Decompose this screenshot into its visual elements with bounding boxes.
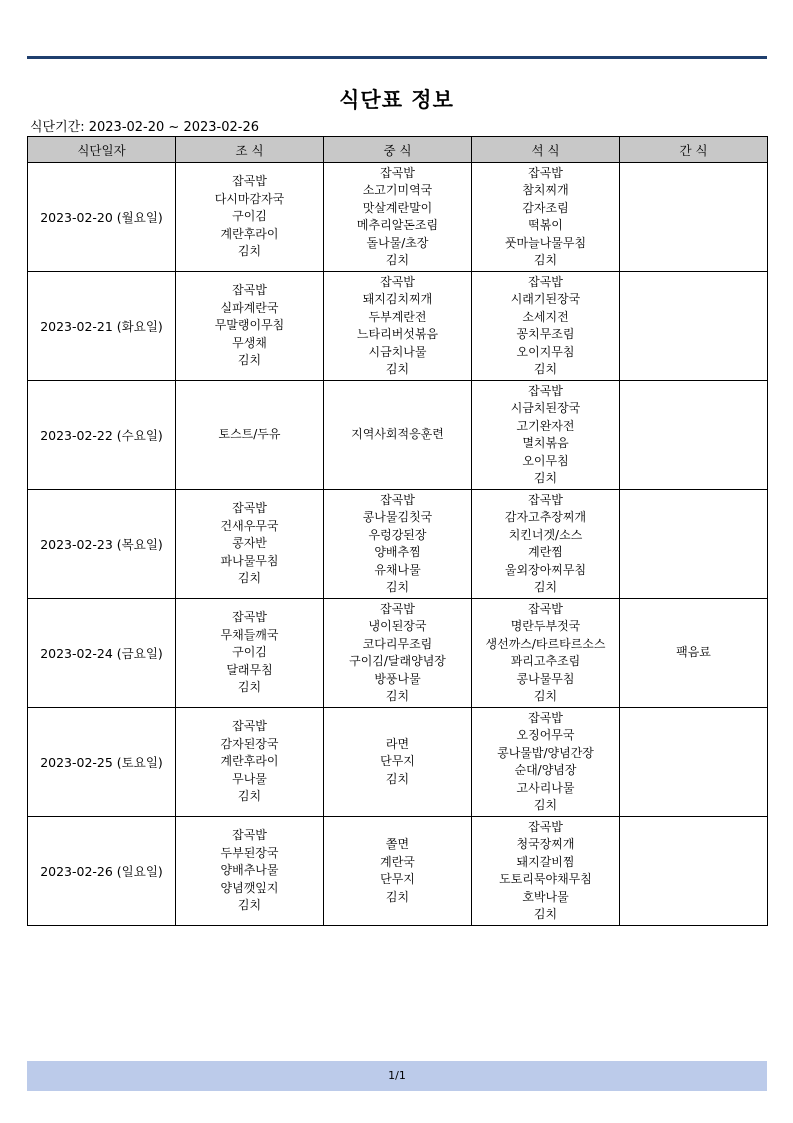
menu-item: 떡볶이 bbox=[528, 218, 563, 232]
menu-item: 소세지전 bbox=[522, 309, 569, 324]
menu-item: 계란찜 bbox=[528, 545, 563, 559]
header-date: 식단일자 bbox=[28, 137, 176, 163]
date-cell: 2023-02-24 (금요일) bbox=[28, 599, 176, 708]
lunch-cell bbox=[324, 817, 472, 926]
menu-item: 김치 bbox=[385, 253, 410, 267]
menu-item: 구이김 bbox=[232, 645, 267, 660]
menu-item: 시금치나물 bbox=[368, 344, 427, 359]
header-snack: 간 식 bbox=[620, 137, 768, 163]
menu-item: 돌나물/초장 bbox=[366, 235, 429, 250]
menu-item: 호박나물 bbox=[522, 889, 569, 904]
table-header-row bbox=[28, 137, 768, 163]
menu-item: 오이무침 bbox=[522, 453, 569, 468]
menu-item: 유채나물 bbox=[374, 562, 421, 577]
menu-item: 두부된장국 bbox=[220, 845, 279, 860]
dinner-cell bbox=[472, 817, 620, 926]
menu-item: 멸치볶음 bbox=[522, 436, 569, 450]
menu-item: 감자고추장찌개 bbox=[504, 510, 587, 524]
header-breakfast: 조 식 bbox=[176, 137, 324, 163]
menu-item: 쫄면 bbox=[385, 837, 410, 851]
breakfast-cell bbox=[176, 708, 324, 817]
menu-item: 오이지무침 bbox=[516, 344, 575, 359]
menu-item: 계란국 bbox=[380, 854, 415, 869]
menu-item: 잡곡밥 bbox=[380, 601, 415, 616]
menu-item: 콩나물김칫국 bbox=[362, 510, 433, 524]
table-row bbox=[28, 708, 768, 817]
menu-item: 무말랭이무침 bbox=[214, 318, 285, 333]
snack-cell bbox=[620, 163, 768, 272]
page-number: 1/1 bbox=[388, 1069, 406, 1082]
snack-cell bbox=[620, 490, 768, 599]
breakfast-cell bbox=[176, 599, 324, 708]
menu-item: 구이김/달래양념장 bbox=[349, 654, 446, 668]
meal-period: 식단기간: 2023-02-20 ~ 2023-02-26 bbox=[30, 120, 260, 135]
lunch-cell bbox=[324, 490, 472, 599]
table-row bbox=[28, 272, 768, 381]
menu-item: 무채들깨국 bbox=[220, 627, 279, 642]
menu-item: 김치 bbox=[533, 253, 558, 267]
breakfast-cell bbox=[176, 490, 324, 599]
snack-cell bbox=[620, 817, 768, 926]
menu-item: 라면 bbox=[385, 736, 410, 751]
menu-item: 참치찌개 bbox=[522, 183, 569, 197]
snack-cell bbox=[620, 708, 768, 817]
breakfast-cell bbox=[176, 817, 324, 926]
menu-item: 단무지 bbox=[380, 754, 415, 769]
menu-item: 감자조림 bbox=[522, 200, 569, 215]
menu-item: 계란후라이 bbox=[220, 226, 279, 241]
breakfast-cell bbox=[176, 272, 324, 381]
menu-item: 단무지 bbox=[380, 872, 415, 886]
menu-item: 잡곡밥 bbox=[232, 501, 267, 516]
menu-item: 잡곡밥 bbox=[528, 819, 563, 834]
menu-item: 고사리나물 bbox=[516, 780, 575, 795]
snack-cell bbox=[620, 599, 768, 708]
menu-item: 풋마늘나물무침 bbox=[504, 235, 587, 250]
menu-item: 잡곡밥 bbox=[232, 719, 267, 734]
menu-item: 잡곡밥 bbox=[380, 274, 415, 289]
menu-item: 잡곡밥 bbox=[380, 165, 415, 180]
table-row bbox=[28, 599, 768, 708]
menu-item: 잡곡밥 bbox=[232, 828, 267, 843]
menu-item: 김치 bbox=[237, 353, 262, 368]
menu-item: 청국장찌개 bbox=[516, 837, 575, 851]
date-cell: 2023-02-26 (일요일) bbox=[28, 817, 176, 926]
menu-item: 잡곡밥 bbox=[528, 710, 563, 725]
dinner-cell bbox=[472, 708, 620, 817]
top-divider bbox=[27, 56, 767, 59]
table-body bbox=[28, 163, 768, 926]
menu-item: 오징어무국 bbox=[516, 728, 575, 742]
menu-item: 김치 bbox=[533, 907, 558, 921]
date-cell: 2023-02-22 (수요일) bbox=[28, 381, 176, 490]
breakfast-cell bbox=[176, 381, 324, 490]
lunch-cell bbox=[324, 272, 472, 381]
date-cell: 2023-02-20 (월요일) bbox=[28, 163, 176, 272]
menu-item: 김치 bbox=[385, 889, 410, 904]
table-row bbox=[28, 381, 768, 490]
table-row bbox=[28, 490, 768, 599]
dinner-cell bbox=[472, 381, 620, 490]
meal-table bbox=[27, 136, 768, 926]
menu-item: 잡곡밥 bbox=[232, 283, 267, 298]
menu-item: 계란후라이 bbox=[220, 754, 279, 769]
menu-item: 우렁강된장 bbox=[368, 527, 427, 542]
menu-item: 무생채 bbox=[232, 335, 267, 350]
menu-item: 팩음료 bbox=[676, 645, 711, 660]
date-cell: 2023-02-21 (화요일) bbox=[28, 272, 176, 381]
menu-item: 도토리묵야채무침 bbox=[499, 872, 592, 886]
menu-item: 잡곡밥 bbox=[528, 383, 563, 398]
menu-item: 감자된장국 bbox=[220, 736, 279, 751]
menu-item: 맛살계란말이 bbox=[362, 200, 433, 215]
dinner-cell bbox=[472, 599, 620, 708]
menu-item: 토스트/두유 bbox=[218, 427, 281, 442]
menu-item: 구이김 bbox=[232, 209, 267, 224]
menu-item: 코다리무조림 bbox=[362, 636, 433, 651]
dinner-cell bbox=[472, 272, 620, 381]
menu-item: 김치 bbox=[385, 689, 410, 703]
date-cell: 2023-02-23 (목요일) bbox=[28, 490, 176, 599]
menu-item: 두부계란전 bbox=[368, 309, 427, 324]
breakfast-cell bbox=[176, 163, 324, 272]
lunch-cell bbox=[324, 708, 472, 817]
menu-item: 양배추나물 bbox=[220, 863, 279, 878]
menu-item: 양념깻잎지 bbox=[220, 880, 279, 895]
menu-item: 순대/양념장 bbox=[514, 763, 577, 777]
menu-item: 잡곡밥 bbox=[528, 601, 563, 616]
menu-item: 김치 bbox=[385, 362, 410, 376]
menu-item: 돼지갈비찜 bbox=[516, 854, 575, 869]
menu-item: 잡곡밥 bbox=[528, 165, 563, 180]
menu-item: 양배추찜 bbox=[374, 545, 421, 559]
dinner-cell bbox=[472, 163, 620, 272]
menu-item: 김치 bbox=[237, 571, 262, 586]
menu-item: 잡곡밥 bbox=[528, 274, 563, 289]
menu-item: 꽁치무조림 bbox=[516, 327, 575, 341]
menu-item: 다시마감자국 bbox=[214, 191, 285, 206]
snack-cell bbox=[620, 272, 768, 381]
lunch-cell bbox=[324, 599, 472, 708]
header-dinner: 석 식 bbox=[472, 137, 620, 163]
page-footer bbox=[27, 1061, 767, 1091]
page-title: 식단표 정보 bbox=[339, 88, 454, 112]
menu-item: 잡곡밥 bbox=[232, 174, 267, 189]
menu-item: 꽈리고추조림 bbox=[510, 654, 581, 668]
menu-item: 김치 bbox=[533, 798, 558, 812]
menu-item: 콩나물무침 bbox=[516, 671, 575, 686]
menu-item: 파나물무침 bbox=[220, 553, 279, 568]
menu-item: 잡곡밥 bbox=[380, 492, 415, 507]
menu-item: 콩나물밥/양념간장 bbox=[497, 745, 594, 760]
date-cell: 2023-02-25 (토요일) bbox=[28, 708, 176, 817]
menu-item: 메추리알돈조림 bbox=[356, 218, 439, 232]
menu-item: 김치 bbox=[237, 789, 262, 804]
menu-item: 실파계란국 bbox=[220, 300, 279, 315]
dinner-cell bbox=[472, 490, 620, 599]
menu-item: 김치 bbox=[533, 362, 558, 376]
menu-item: 김치 bbox=[385, 771, 410, 786]
menu-item: 생선까스/타르타르소스 bbox=[485, 636, 606, 651]
menu-item: 콩자반 bbox=[232, 536, 267, 551]
menu-item: 무나물 bbox=[232, 771, 267, 786]
menu-item: 김치 bbox=[237, 898, 262, 913]
lunch-cell bbox=[324, 163, 472, 272]
menu-item: 치킨너겟/소스 bbox=[508, 527, 583, 542]
menu-item: 김치 bbox=[385, 580, 410, 594]
menu-item: 냉이된장국 bbox=[368, 619, 427, 633]
menu-item: 김치 bbox=[533, 689, 558, 703]
menu-item: 김치 bbox=[533, 471, 558, 485]
menu-item: 방풍나물 bbox=[374, 671, 421, 686]
menu-item: 달래무침 bbox=[226, 662, 273, 677]
menu-item: 건새우무국 bbox=[220, 518, 279, 533]
menu-item: 시래기된장국 bbox=[510, 292, 581, 306]
menu-item: 김치 bbox=[237, 244, 262, 259]
menu-item: 김치 bbox=[533, 580, 558, 594]
header-lunch: 중 식 bbox=[324, 137, 472, 163]
menu-item: 느타리버섯볶음 bbox=[356, 327, 439, 341]
table-row bbox=[28, 163, 768, 272]
menu-item: 지역사회적응훈련 bbox=[351, 427, 444, 442]
menu-item: 고기완자전 bbox=[516, 418, 575, 433]
snack-cell bbox=[620, 381, 768, 490]
lunch-cell bbox=[324, 381, 472, 490]
menu-item: 명란두부젓국 bbox=[510, 619, 581, 633]
menu-item: 잡곡밥 bbox=[528, 492, 563, 507]
menu-item: 잡곡밥 bbox=[232, 610, 267, 625]
menu-item: 돼지김치찌개 bbox=[362, 292, 433, 306]
menu-item: 소고기미역국 bbox=[362, 183, 433, 197]
table-row bbox=[28, 817, 768, 926]
menu-item: 울외장아찌무침 bbox=[504, 562, 587, 577]
menu-item: 시금치된장국 bbox=[510, 401, 581, 415]
menu-item: 김치 bbox=[237, 680, 262, 695]
